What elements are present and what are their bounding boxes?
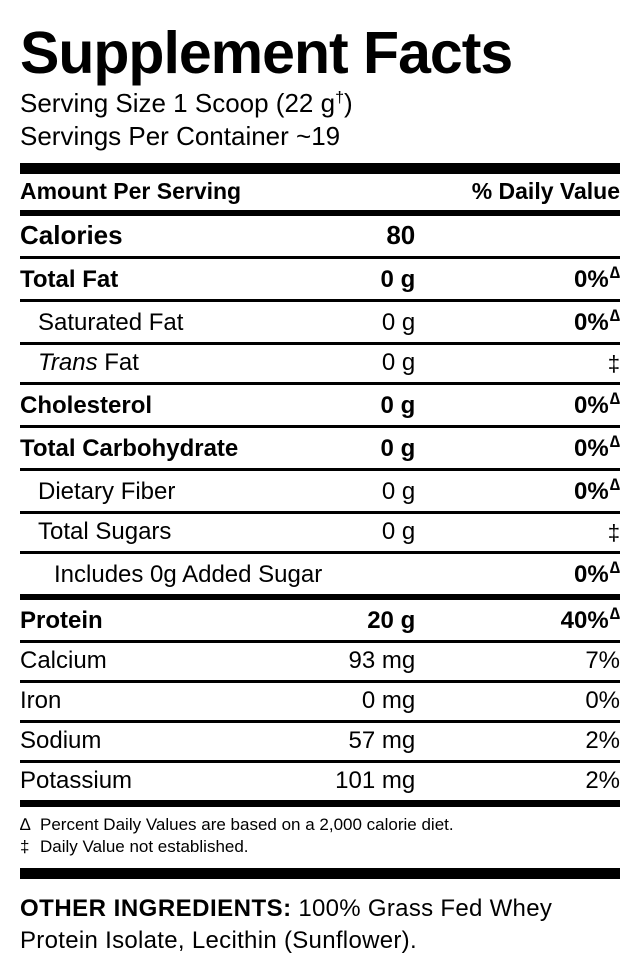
row-name: Cholesterol [20, 383, 331, 426]
header-spacer [331, 174, 467, 213]
table-row [20, 721, 620, 761]
table-row [20, 552, 620, 597]
page-title: Supplement Facts [20, 20, 513, 86]
row-amount [331, 552, 467, 597]
table-row [20, 343, 620, 383]
row-name: Includes 0g Added Sugar [20, 552, 331, 597]
footnote-item [20, 836, 620, 859]
row-daily-value: 0%∆ [467, 300, 620, 343]
divider-med-bottom [20, 800, 620, 807]
servings-per-container: Servings Per Container ~19 [20, 121, 341, 152]
row-daily-value: ‡ [467, 512, 620, 552]
row-daily-value: 2% [467, 761, 620, 800]
table-row [20, 257, 620, 300]
serving-size-dagger: † [335, 88, 345, 107]
table-row [20, 300, 620, 343]
row-name: Potassium [20, 761, 331, 800]
table-row [20, 426, 620, 469]
row-name: Protein [20, 597, 331, 642]
row-amount: 0 g [331, 343, 467, 383]
row-daily-value: ‡ [467, 343, 620, 383]
row-daily-value: 0%∆ [467, 383, 620, 426]
divider-thick-bottom [20, 868, 620, 879]
footnote-text: Percent Daily Values are based on a 2,000 calorie diet. [40, 814, 454, 834]
other-ingredients [20, 893, 620, 955]
header-daily-value: % Daily Value [471, 177, 620, 204]
row-amount: 0 g [331, 512, 467, 552]
divider-thick-top [20, 163, 620, 174]
row-daily-value: 7% [467, 641, 620, 681]
row-daily-value: 0%∆ [467, 426, 620, 469]
table-row [20, 383, 620, 426]
row-daily-value: 0% [467, 681, 620, 721]
row-amount: 0 mg [331, 681, 467, 721]
row-amount: 80 [331, 213, 467, 258]
other-ingredients-text: 100% Grass Fed Whey Protein Isolate, Lecithin (Sunflower). [20, 895, 553, 954]
table-row [20, 469, 620, 512]
row-name: Calcium [20, 641, 331, 681]
row-name: Trans Fat [20, 343, 331, 383]
table-row [20, 641, 620, 681]
footnote-text: Daily Value not established. [40, 837, 249, 857]
table-row [20, 512, 620, 552]
row-name: Calories [20, 213, 331, 258]
serving-size-text: Serving Size 1 Scoop (22 g [20, 88, 336, 118]
row-amount: 93 mg [331, 641, 467, 681]
row-name: Total Carbohydrate [20, 426, 331, 469]
table-row [20, 681, 620, 721]
row-amount: 0 g [331, 300, 467, 343]
other-ingredients-label: OTHER INGREDIENTS: [20, 895, 292, 923]
row-daily-value: 0%∆ [467, 469, 620, 512]
footnote-item [20, 814, 620, 837]
row-name: Dietary Fiber [20, 469, 331, 512]
row-name: Total Sugars [20, 512, 331, 552]
table-row [20, 597, 620, 642]
row-name: Saturated Fat [20, 300, 331, 343]
row-name: Iron [20, 681, 331, 721]
row-amount: 0 g [331, 257, 467, 300]
row-name: Total Fat [20, 257, 331, 300]
row-amount: 0 g [331, 469, 467, 512]
footnote-symbol: ∆ [20, 814, 31, 834]
row-amount: 57 mg [331, 721, 467, 761]
row-daily-value: 0%∆ [467, 552, 620, 597]
serving-size-close: ) [344, 88, 353, 118]
row-amount: 20 g [331, 597, 467, 642]
row-daily-value: 0%∆ [467, 257, 620, 300]
row-name: Sodium [20, 721, 331, 761]
footnote-symbol: ‡ [20, 837, 30, 857]
row-daily-value: 40%∆ [467, 597, 620, 642]
footnotes [20, 814, 620, 860]
nutrition-table [20, 174, 620, 800]
header-amount-per-serving: Amount Per Serving [20, 177, 242, 204]
row-amount: 0 g [331, 383, 467, 426]
table-row [20, 761, 620, 800]
row-daily-value [467, 213, 620, 258]
row-daily-value: 2% [467, 721, 620, 761]
table-header-row [20, 174, 620, 213]
table-row [20, 213, 620, 258]
row-amount: 101 mg [331, 761, 467, 800]
row-amount: 0 g [331, 426, 467, 469]
serving-size-line [20, 87, 620, 120]
